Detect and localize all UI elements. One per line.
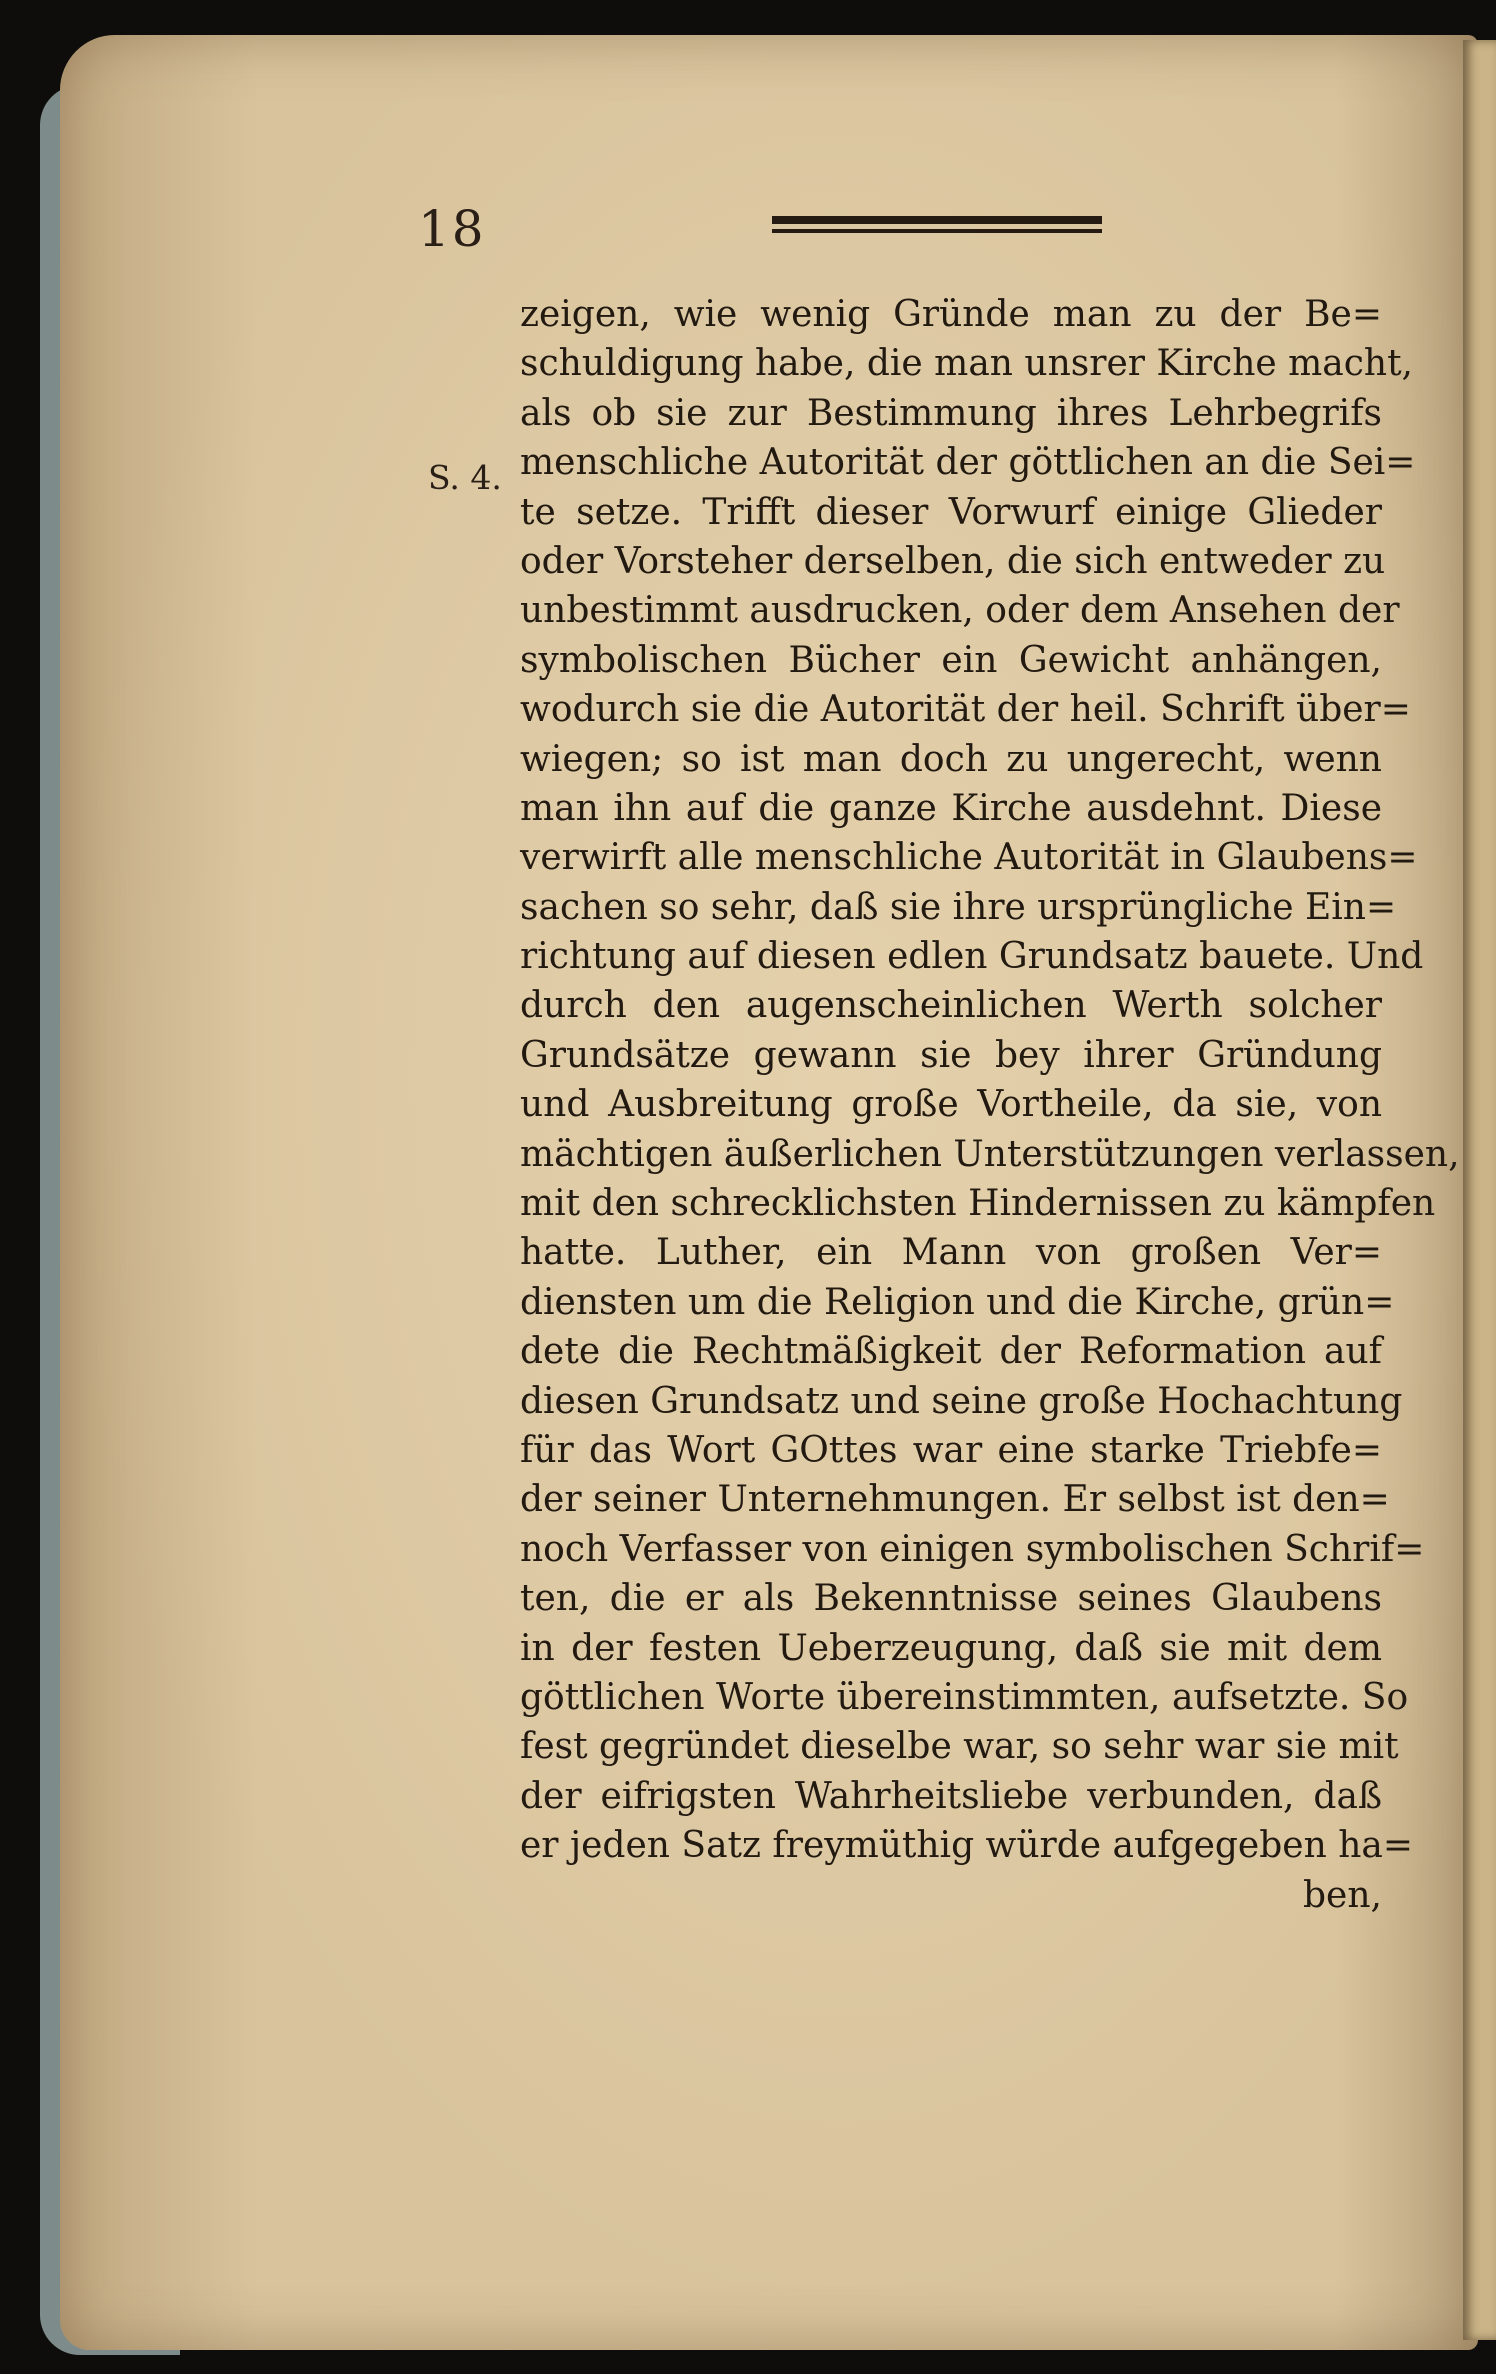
header-rule-thin <box>772 229 1102 233</box>
text-line: dete die Rechtmäßigkeit der Reformation auf <box>520 1331 1382 1373</box>
text-line: mit den schrecklichsten Hindernissen zu kämpfen <box>520 1183 1436 1225</box>
text-line: verwirft alle menschliche Autorität in Glaubens= <box>520 837 1418 879</box>
text-line: diensten um die Religion und die Kirche, grün= <box>520 1281 1395 1323</box>
text-line: zeigen, wie wenig Gründe man zu der Be= <box>520 294 1382 335</box>
text-line: te setze. Trifft dieser Vorwurf einige Glieder <box>520 491 1382 533</box>
text-line: richtung auf diesen edlen Grundsatz bauete. Und <box>520 936 1424 978</box>
text-line: göttlichen Worte übereinstimmten, aufsetzte. So <box>520 1676 1409 1718</box>
text-line: fest gegründet dieselbe war, so sehr war sie mit <box>520 1726 1399 1768</box>
text-line: und Ausbreitung große Vortheile, da sie, von <box>520 1084 1382 1126</box>
text-line: hatte. Luther, ein Mann von großen Ver= <box>520 1232 1382 1274</box>
header-rule-thick <box>772 216 1102 224</box>
text-line: der eifrigsten Wahrheitsliebe verbunden, daß <box>520 1775 1382 1817</box>
text-line: symbolischen Bücher ein Gewicht anhängen, <box>520 639 1382 681</box>
text-line: oder Vorsteher derselben, die sich entweder zu <box>520 540 1386 582</box>
body-text <box>520 290 1460 1920</box>
text-line: man ihn auf die ganze Kirche ausdehnt. Diese <box>520 787 1382 829</box>
text-line: als ob sie zur Bestimmung ihres Lehrbegrifs <box>520 392 1382 434</box>
text-line: in der festen Ueberzeugung, daß sie mit dem <box>520 1627 1382 1669</box>
text-line: wiegen; so ist man doch zu ungerecht, wenn <box>520 738 1382 780</box>
text-line: schuldigung habe, die man unsrer Kirche macht, <box>520 343 1413 385</box>
page-number: 18 <box>418 200 486 258</box>
text-line: ten, die er als Bekenntnisse seines Glaubens <box>520 1578 1382 1620</box>
text-line: unbestimmt ausdrucken, oder dem Ansehen der <box>520 590 1400 632</box>
margin-note: S. 4. <box>428 458 502 497</box>
catchword: ben, <box>1303 1874 1382 1916</box>
text-line: noch Verfasser von einigen symbolischen Schrif= <box>520 1528 1425 1570</box>
text-line: durch den augenscheinlichen Werth solcher <box>520 985 1382 1027</box>
text-line: Grundsätze gewann sie bey ihrer Gründung <box>520 1034 1382 1076</box>
text-line: wodurch sie die Autorität der heil. Schrift über= <box>520 689 1411 731</box>
text-line: sachen so sehr, daß sie ihre ursprüngliche Ein= <box>520 886 1397 928</box>
text-line: mächtigen äußerlichen Unterstützungen verlassen, <box>520 1133 1460 1175</box>
text-line: der seiner Unternehmungen. Er selbst ist den= <box>520 1479 1390 1521</box>
facing-page-edge <box>1463 40 1496 2340</box>
text-line: menschliche Autorität der göttlichen an die Sei= <box>520 442 1416 484</box>
text-line: für das Wort GOttes war eine starke Triebfe= <box>520 1429 1382 1471</box>
text-line: diesen Grundsatz und seine große Hochachtung <box>520 1380 1403 1422</box>
text-line: er jeden Satz freymüthig würde aufgegeben ha= <box>520 1825 1414 1867</box>
